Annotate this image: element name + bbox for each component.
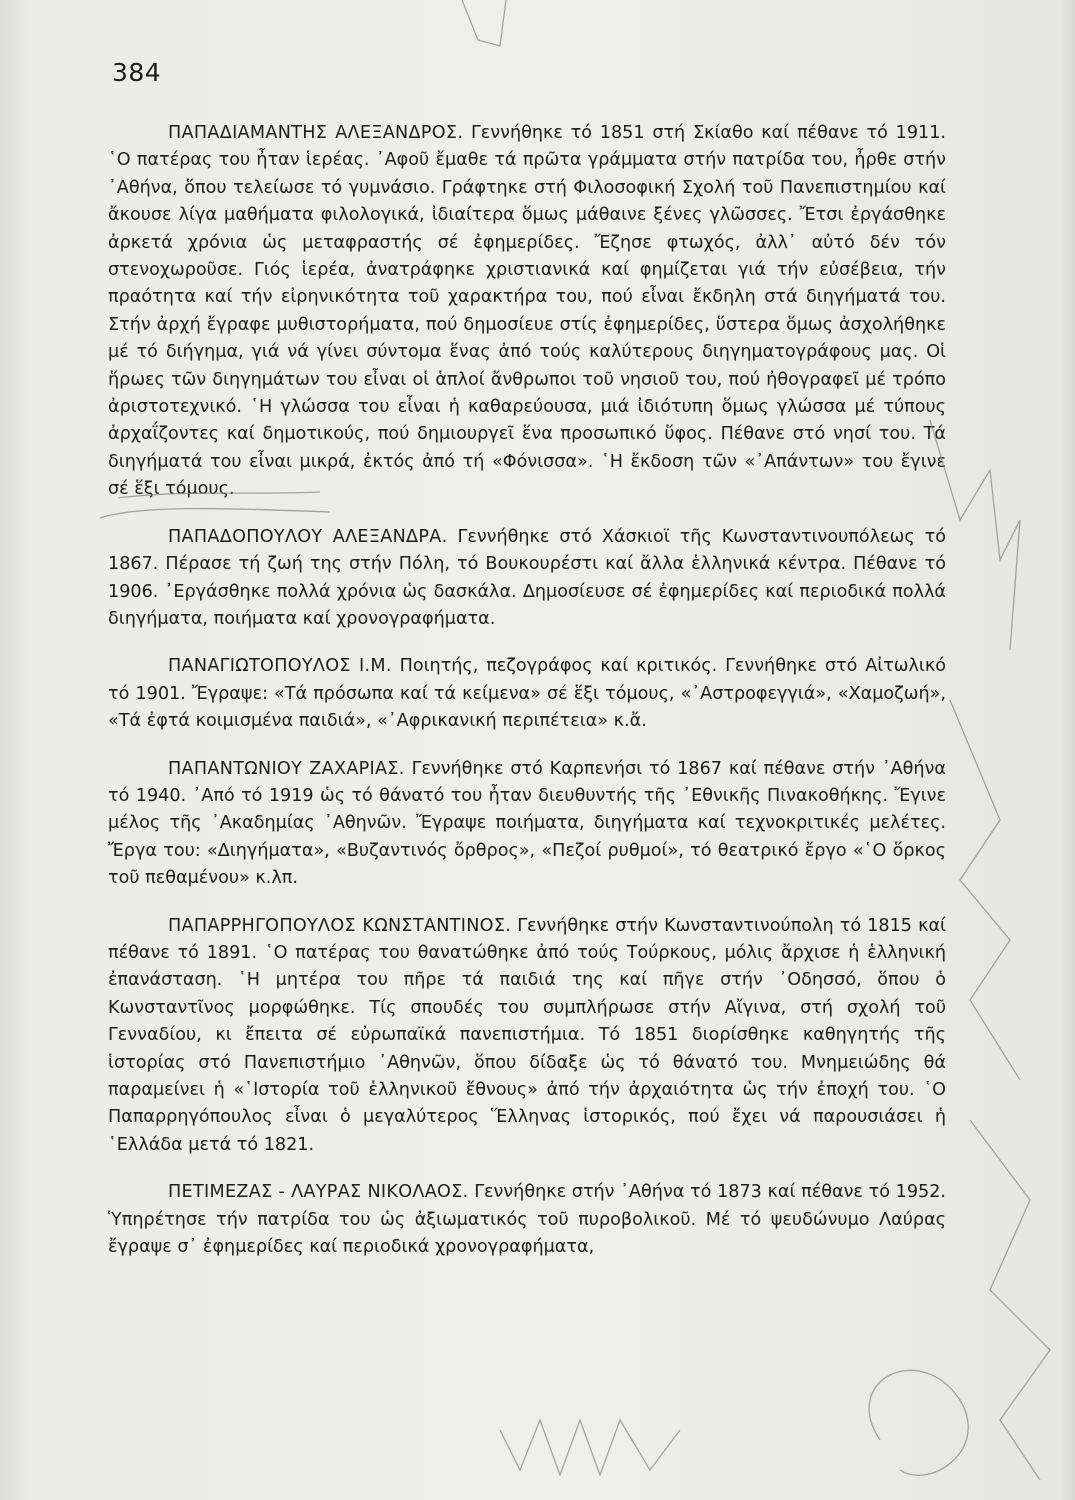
entry-text: Γεννήθηκε τό 1851 στή Σκίαθο καί πέθανε τό 1911. ῾Ο πατέρας του ἦταν ἱερέας. ᾿Αφοῦ ἔμαθε τά πρῶτα γράμματα στήν πατρίδα του, ἦρθε στήν ᾿Αθήνα, ὅπου τελείωσε τό γυμνάσιο. Γράφτηκε στή Φιλοσοφική Σχολή τοῦ Πανεπιστημίου καί ἄκουσε λίγα μαθήματα φιλολογικά, ἰδιαίτερα ὅμως μάθαινε ξένες γλῶσσες. Ἔτσι ἐργάσθηκε ἀρκετά χρόνια ὡς μεταφραστής σέ ἐφημερίδες. Ἔζησε φτωχός, ἀλλ᾿ αὐτό δέν τόν στενοχωροῦσε. Γιός ἱερέα, ἀνατράφηκε χριστιανικά καί φημίζεται γιά τήν εὐσέβεια, τήν πραότητα καί τήν εἰρηνικότητα τοῦ χαρακτήρα του, πού εἶναι ἔκδηλη στά διηγήματά του. Στήν ἀρχή ἔγραφε μυθιστορήματα, πού δημοσίευε στίς ἐφημερίδες, ὕστερα ὅμως ἀσχολήθηκε μέ τό διήγημα, γιά νά γίνει σύντομα ἕνας ἀπό τούς καλύτερους διηγηματογράφους μας. Οἱ ἥρωες τῶν διηγημάτων του εἶναι οἱ ἁπλοί ἄνθρωποι τοῦ νησιοῦ του, πού ἠθογραφεῖ μέ τρόπο ἀριστοτεχνικό. ῾Η γλώσσα του εἶναι ἡ καθαρεύουσα, μιά ἰδιότυπη ὅμως γλώσσα μέ τύπους ἀρχαΐζοντες καί δημοτικούς, πού δημιουργεῖ ἕνα προσωπικό ὕφος. Πέθανε στό νησί του. Τά διηγήματά του εἶναι μικρά, ἐκτός ἀπό τή «Φόνισσα». ῾Η ἔκδοση τῶν «᾿Απάντων» του ἔγινε σέ ἕξι τόμους. (108, 123, 947, 500)
entry-text: Γεννήθηκε στήν ᾿Αθήνα τό 1873 καί πέθανε τό 1952. Ὑπηρέτησε τήν πατρίδα του ὡς ἀξιωματικός τοῦ πυροβολικοῦ. Μέ τό ψευδώνυμο Λαύρας ἔγραψε σ᾿ ἐφημερίδες καί περιοδικά χρονογραφήματα, (108, 1182, 947, 1258)
bottom-loop-scribble (869, 1370, 968, 1475)
entry-papadopoulou (108, 524, 946, 634)
entry-panagiotopoulos (108, 653, 946, 735)
page-number: 384 (112, 58, 162, 87)
entry-text: Ποιητής, πεζογράφος καί κριτικός. Γεννήθηκε στό Αἰτωλικό τό 1901. Ἔγραψε: «Τά πρόσωπα καί τά κείμενα» σέ ἕξι τόμους, «᾿Αστροφεγγιά», «Χαμοζωή», «Τά ἐφτά κοιμισμένα παιδιά», «᾿Αφρικανική περιπέτεια» κ.ἄ. (108, 656, 947, 732)
entry-paparrigopoulos (108, 913, 946, 1160)
entry-text: Γεννήθηκε στό Χάσκιοϊ τῆς Κωνσταντινουπόλεως τό 1867. Πέρασε τή ζωή της στήν Πόλη, τό Βουκουρέστι καί ἄλλα ἑλληνικά κέντρα. Πέθανε τό 1906. ᾿Εργάσθηκε πολλά χρόνια ὡς δασκάλα. Δημοσίευσε σέ ἐφημερίδες καί περιοδικά πολλά διηγήματα, ποιήματα καί χρονογραφήματα. (108, 526, 947, 629)
entry-text: Γεννήθηκε στήν Κωνσταντινούπολη τό 1815 καί πέθανε τό 1891. ῾Ο πατέρας του θανατώθηκε ἀπό τούς Τούρκους, μόλις ἄρχισε ἡ ἑλληνική ἐπανάσταση. ῾Η μητέρα του πῆρε τά παιδιά της καί πῆγε στήν ᾿Οδησσό, ὅπου ὁ Κωνσταντῖνος μορφώθηκε. Τίς σπουδές του συμπλήρωσε στήν Αἴγινα, στή σχολή τοῦ Γενναδίου, κι ἔπειτα σέ εὐρωπαϊκά πανεπιστήμια. Τό 1851 διορίσθηκε καθηγητής τῆς ἱστορίας στό Πανεπιστήμιο ᾿Αθηνῶν, ὅπου δίδαξε ὡς τό θάνατό του. Μνημειώδης θά παραμείνει ἡ «῾Ιστορία τοῦ ἑλληνικοῦ ἔθνους» ἀπό τήν ἀρχαιότητα ὡς τήν ἐποχή του. ῾Ο Παπαρρηγόπουλος εἶναι ὁ μεγαλύτερος Ἕλληνας ἱστορικός, πού ἔχει νά παρουσιάσει ἡ ῾Ελλάδα μετά τό 1821. (108, 915, 947, 1155)
entry-name: ΠΕΤΙΜΕΖΑΣ - ΛΑΥΡΑΣ ΝΙΚΟΛΑΟΣ. (168, 1182, 469, 1203)
entry-name: ΠΑΠΑΔΙΑΜΑΝΤΗΣ ΑΛΕΞΑΝΔΡΟΣ. (168, 123, 464, 143)
entry-name: ΠΑΠΑΡΡΗΓΟΠΟΥΛΟΣ ΚΩΝΣΤΑΝΤΙΝΟΣ. (168, 915, 512, 936)
top-pencil-mark (462, 0, 506, 46)
entry-papadiamantis (108, 120, 946, 504)
entry-text: Γεννήθηκε στό Καρπενήσι τό 1867 καί πέθανε στήν ᾿Αθήνα τό 1940. ᾿Από τό 1919 ὡς τό θάνατό του ἦταν διευθυντής τῆς ᾿Εθνικῆς Πινακοθήκης. Ἔγινε μέλος τῆς ᾿Ακαδημίας ᾿Αθηνῶν. Ἔγραψε ποιήματα, διηγήματα καί τεχνοκριτικές μελέτες. Ἔργα του: «Διηγήματα», «Βυζαντινός ὄρθρος», «Πεζοί ρυθμοί», τό θεατρικό ἔργο «῾Ο ὅρκος τοῦ πεθαμένου» κ.λπ. (108, 758, 946, 889)
bottom-pencil-scribble (500, 1420, 680, 1475)
margin-scribble-middle (950, 700, 1020, 1080)
entry-papantoniou (108, 756, 946, 893)
entry-name: ΠΑΝΑΓΙΩΤΟΠΟΥΛΟΣ Ι.Μ. (168, 656, 392, 677)
biography-entries (108, 120, 946, 1281)
entry-petimezas (108, 1179, 946, 1261)
margin-scribble-lower (970, 1120, 1050, 1480)
entry-name: ΠΑΠΑΝΤΩΝΙΟΥ ΖΑΧΑΡΙΑΣ. (168, 758, 405, 779)
entry-name: ΠΑΠΑΔΟΠΟΥΛΟΥ ΑΛΕΞΑΝΔΡΑ. (168, 526, 448, 547)
